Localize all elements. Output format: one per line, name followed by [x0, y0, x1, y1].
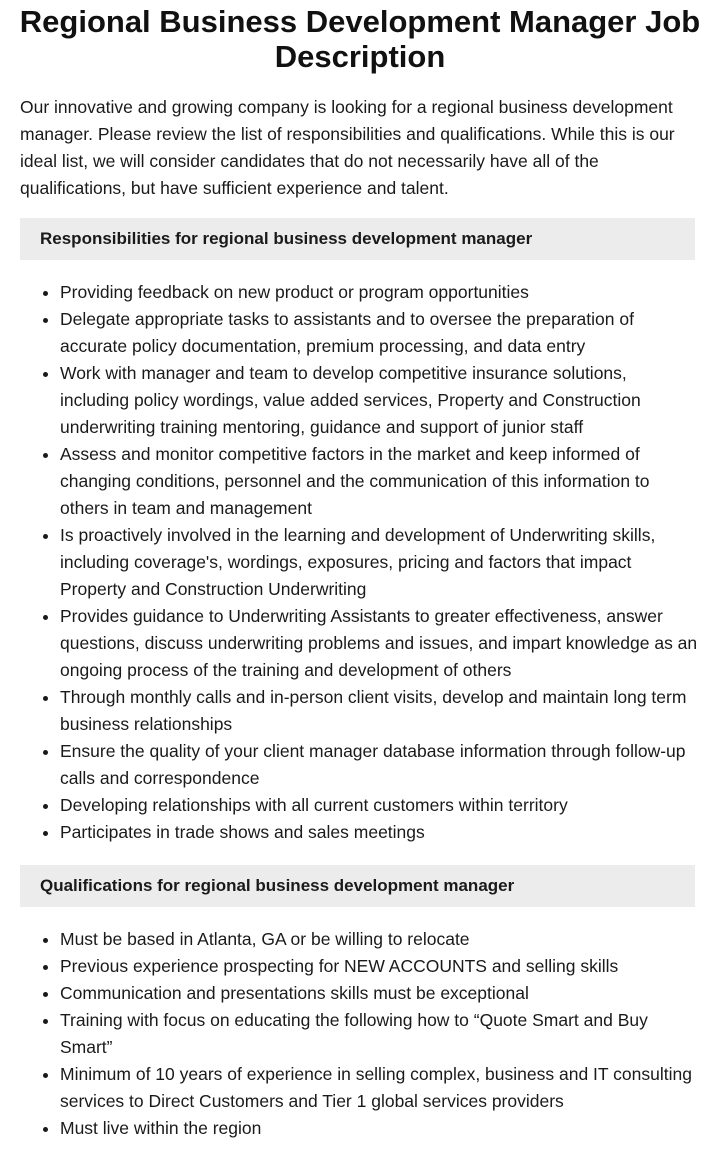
list-item: • Minimum of 10 years of experience in selling complex, business and IT consulting services to Direct Customers and Tier 1 global services providers [60, 1061, 700, 1115]
list-item: • Providing feedback on new product or program opportunities [60, 279, 700, 306]
list-item: • Must live within the region [60, 1115, 700, 1142]
list-item: • Developing relationships with all current customers within territory [60, 792, 700, 819]
responsibilities-heading: Responsibilities for regional business development manager [20, 218, 695, 260]
list-item: • Delegate appropriate tasks to assistants and to oversee the preparation of accurate policy documentation, premium processing, and data entry [60, 306, 700, 360]
intro-paragraph: Our innovative and growing company is looking for a regional business development manager. Please review the list of responsibilities and qualifications. While this is our ideal list, we will consider candidates that do not necessarily have all of the qualifications, but have sufficient experience and talent. [20, 97, 675, 198]
list-item: • Through monthly calls and in-person client visits, develop and maintain long term business relationships [60, 684, 700, 738]
list-item: • Is proactively involved in the learning and development of Underwriting skills, including coverage's, wordings, exposures, pricing and factors that impact Property and Construction Underwriting [60, 522, 700, 603]
list-item: • Work with manager and team to develop competitive insurance solutions, including policy wordings, value added services, Property and Construction underwriting training mentoring, guidance and support of junior staff [60, 360, 700, 441]
qualifications-heading: Qualifications for regional business development manager [20, 865, 695, 907]
responsibilities-list [20, 279, 700, 846]
list-item: • Assess and monitor competitive factors in the market and keep informed of changing conditions, personnel and the communication of this information to others in team and management [60, 441, 700, 522]
list-item: • Ensure the quality of your client manager database information through follow-up calls and correspondence [60, 738, 700, 792]
list-item: • Provides guidance to Underwriting Assistants to greater effectiveness, answer questions, discuss underwriting problems and issues, and impart knowledge as an ongoing process of the training and development of others [60, 603, 700, 684]
list-item: • Communication and presentations skills must be exceptional [60, 980, 700, 1007]
list-item: • Participates in trade shows and sales meetings [60, 819, 700, 846]
page-title: Regional Business Development Manager Job Description [19, 4, 701, 74]
qualifications-list [20, 926, 700, 1142]
list-item: • Previous experience prospecting for NEW ACCOUNTS and selling skills [60, 953, 700, 980]
list-item: • Training with focus on educating the following how to “Quote Smart and Buy Smart” [60, 1007, 700, 1061]
list-item: • Must be based in Atlanta, GA or be willing to relocate [60, 926, 700, 953]
